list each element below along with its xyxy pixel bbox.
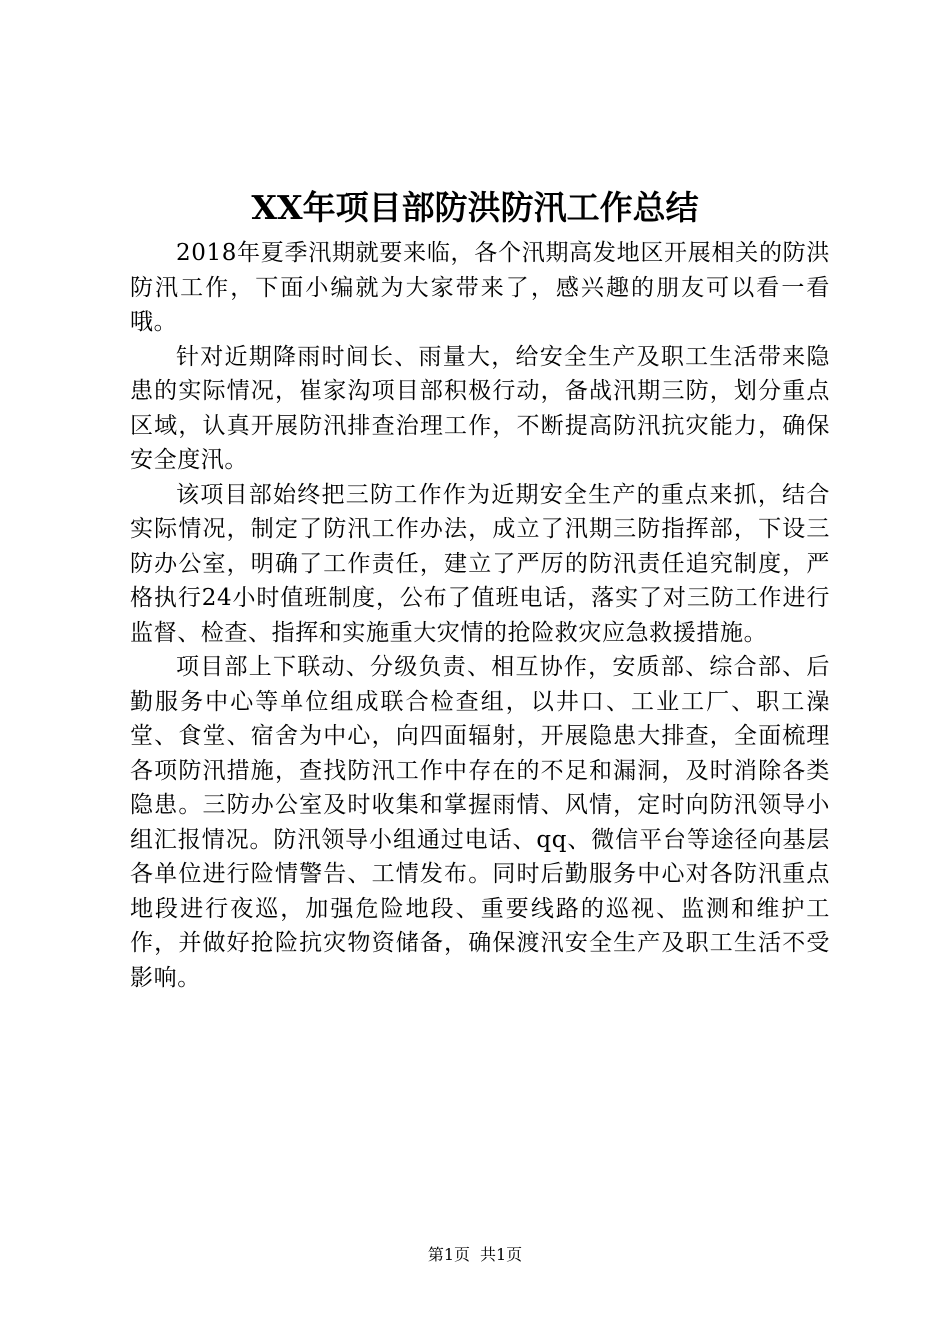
page-number: 第1页 xyxy=(427,1245,470,1264)
paragraph-organization: 该项目部始终把三防工作作为近期安全生产的重点来抓，结合实际情况，制定了防汛工作办法，成立了汛期三防指挥部，下设三防办公室，明确了工作责任，建立了严厉的防汛责任追究制度，严格执行24小时值班制度，公布了值班电话，落实了对三防工作进行监督、检查、指挥和实施重大灾情的抢险救灾应急救援措施。 xyxy=(130,481,830,646)
document-title: XX年项目部防洪防汛工作总结 xyxy=(251,188,699,227)
document-body xyxy=(130,236,830,995)
page-total: 共1页 xyxy=(480,1245,523,1264)
paragraph-inspection: 项目部上下联动、分级负责、相互协作，安质部、综合部、后勤服务中心等单位组成联合检查组，以井口、工业工厂、职工澡堂、食堂、宿舍为中心，向四面辐射，开展隐患大排查，全面梳理各项防汛措施，查找防汛工作中存在的不足和漏洞，及时消除各类隐患。三防办公室及时收集和掌握雨情、风情，定时向防汛领导小组汇报情况。防汛领导小组通过电话、qq、微信平台等途径向基层各单位进行险情警告、工情发布。同时后勤服务中心对各防汛重点地段进行夜巡，加强危险地段、重要线路的巡视、监测和维护工作，并做好抢险抗灾物资储备，确保渡汛安全生产及职工生活不受影响。 xyxy=(130,654,830,991)
paragraph-intro: 2018年夏季汛期就要来临，各个汛期高发地区开展相关的防洪防汛工作，下面小编就为大家带来了，感兴趣的朋友可以看一看哦。 xyxy=(130,240,830,335)
paragraph-measures: 针对近期降雨时间长、雨量大，给安全生产及职工生活带来隐患的实际情况，崔家沟项目部积极行动，备战汛期三防，划分重点区域，认真开展防汛排查治理工作，不断提高防汛抗灾能力，确保安全度汛。 xyxy=(130,343,830,473)
page-footer xyxy=(0,1244,950,1266)
